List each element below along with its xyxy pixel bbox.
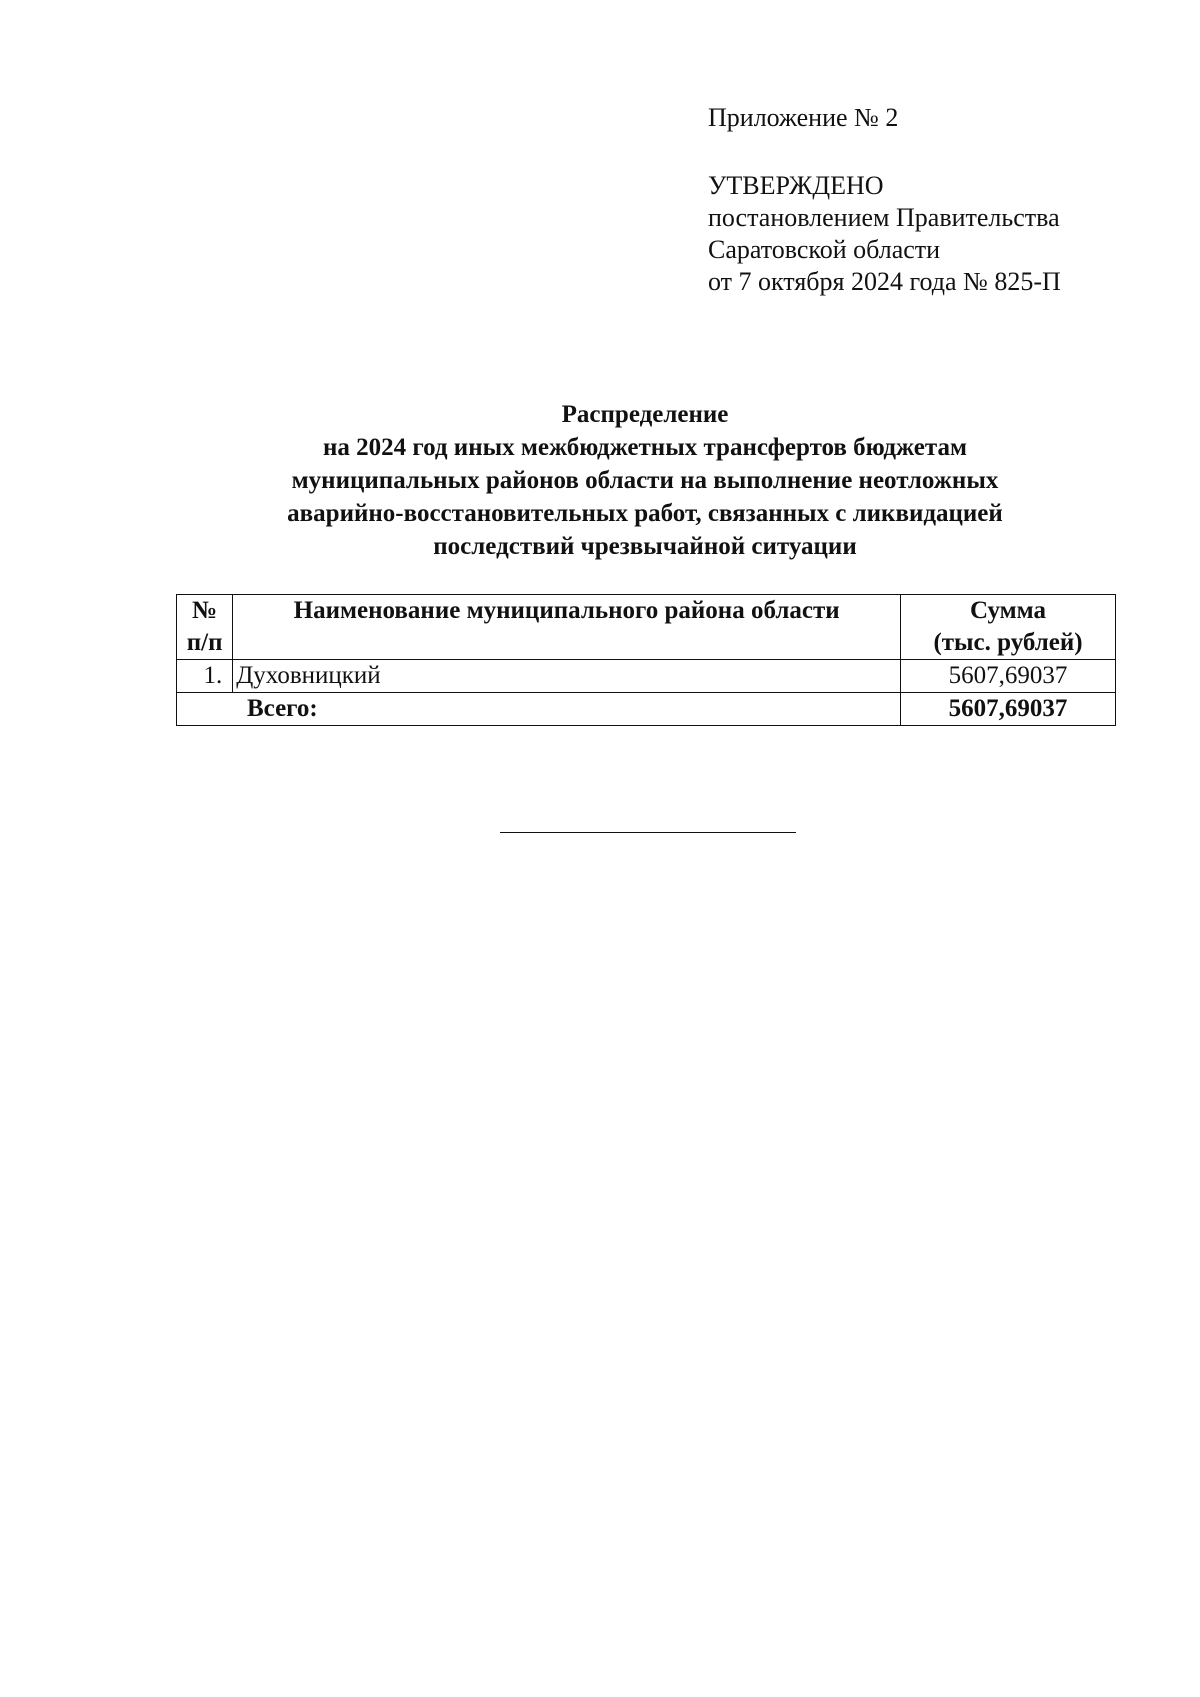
title-line: последствий чрезвычайной ситуации xyxy=(433,533,857,560)
table-header-row xyxy=(177,595,1116,660)
column-header-num-line2: п/п xyxy=(186,629,223,656)
row-number: 1. xyxy=(177,660,233,693)
district-name: Духовницкий xyxy=(233,660,901,693)
appendix-number: Приложение № 2 xyxy=(708,103,899,132)
total-sum: 5607,69037 xyxy=(901,693,1116,726)
approval-date-line: от 7 октября 2024 года № 825-П xyxy=(708,267,1061,296)
approval-block xyxy=(708,170,1061,298)
approval-heading: УТВЕРЖДЕНО xyxy=(708,171,884,200)
approval-line: Саратовской области xyxy=(708,235,941,264)
column-header-num-line1: № xyxy=(192,597,218,624)
column-header-sum-line1: Сумма xyxy=(970,597,1047,624)
title-line: муниципальных районов области на выполнение неотложных xyxy=(291,467,999,494)
title-line: Распределение xyxy=(561,401,729,428)
title-line: аварийно-восстановительных работ, связанных с ликвидацией xyxy=(287,500,1003,527)
document-title xyxy=(160,398,1130,563)
title-line: на 2024 год иных межбюджетных трансфертов бюджетам xyxy=(322,434,968,461)
column-header-num xyxy=(177,595,233,660)
table-row xyxy=(177,660,1116,693)
column-header-name: Наименование муниципального района области xyxy=(233,595,901,660)
end-divider xyxy=(500,832,796,833)
total-label: Всего: xyxy=(177,693,901,726)
column-header-sum-line2: (тыс. рублей) xyxy=(933,629,1083,656)
approval-line: постановлением Правительства xyxy=(708,203,1060,232)
distribution-table xyxy=(176,594,1116,726)
row-sum: 5607,69037 xyxy=(901,660,1116,693)
total-row xyxy=(177,693,1116,726)
column-header-sum xyxy=(901,595,1116,660)
